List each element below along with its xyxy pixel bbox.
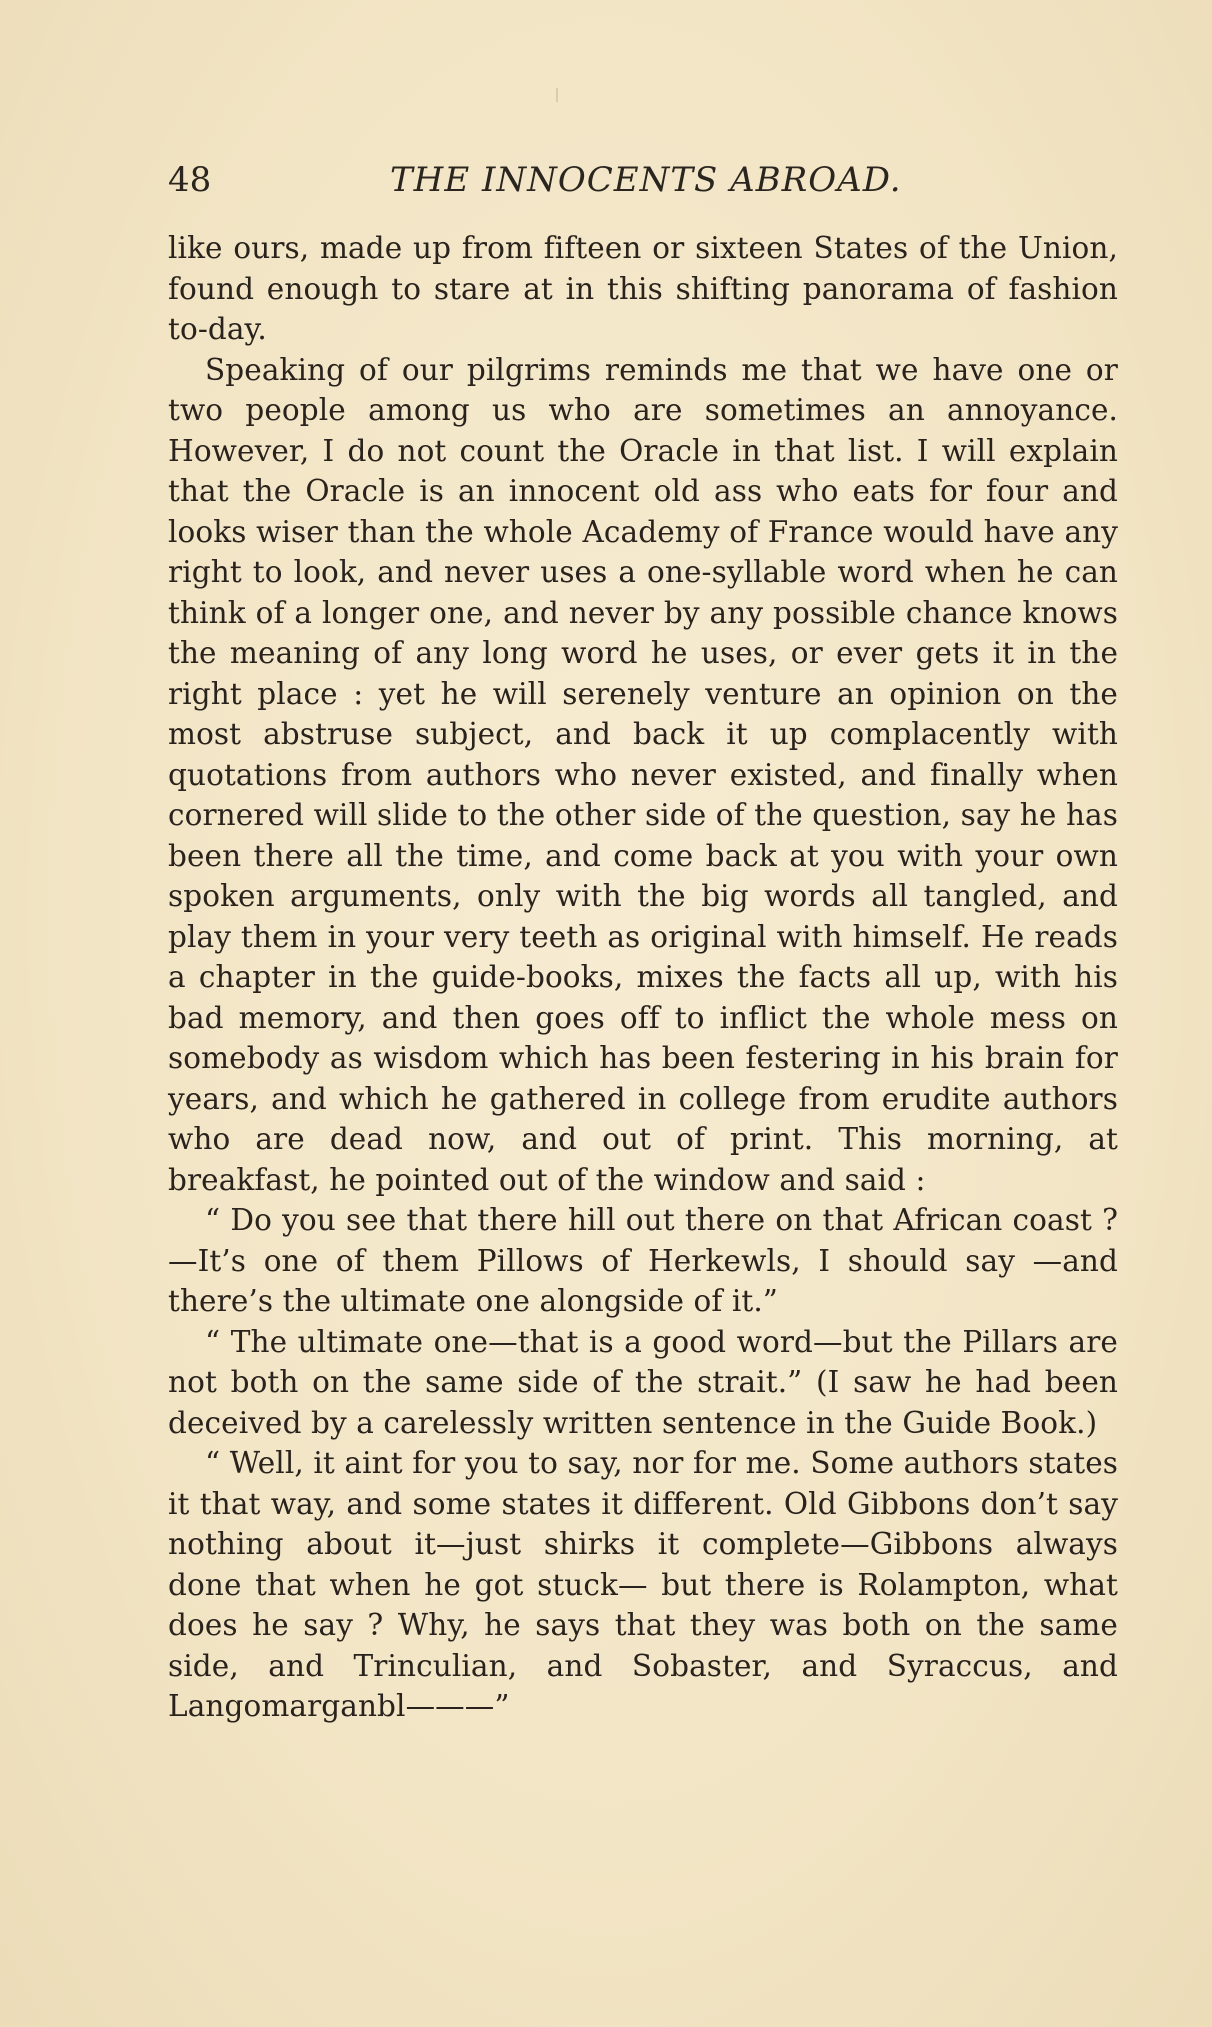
paragraph-3: “ Do you see that there hill out there on that African coast ?—It’s one of them Pillows of Herkewls, I should say —and there’s the ultimate one alongside of it.” [168, 1203, 1118, 1318]
running-title: THE INNOCENTS ABROAD. [390, 160, 902, 200]
body-text [168, 228, 1118, 1727]
page-number: 48 [168, 160, 212, 200]
page-header [168, 160, 1118, 204]
scan-mark [556, 88, 558, 102]
paragraph-4: “ The ultimate one—that is a good word—but the Pillars are not both on the same side of the strait.” (I saw he had been deceived by a carelessly written sentence in the Guide Book.) [168, 1324, 1118, 1440]
paragraph-2: Speaking of our pilgrims reminds me that we have one or two people among us who are sometimes an annoyance. However, I do not count the Oracle in that list. I will explain that the Oracle is an innocent old ass who eats for four and looks wiser than the whole Academy of France would have any right to look, and never uses a one-syllable word when he can think of a longer one, and never by any possible chance knows the meaning of any long word he uses, or ever gets it in the right place : yet he will serenely venture an opinion on the most abstruse subject, and back it up complacently with quotations from authors who never existed, and finally when cornered will slide to the other side of the question, say he has been there all the time, and come back at you with your own spoken arguments, only with the big words all tangled, and play them in your very teeth as original with himself. He reads a chapter in the guide-books, mixes the facts all up, with his bad memory, and then goes off to inflict the whole mess on somebody as wisdom which has been festering in his brain for years, and which he gathered in college from erudite authors who are dead now, and out of print. This morning, at breakfast, he pointed out of the window and said : [168, 352, 1118, 1197]
paragraph-1: like ours, made up from fifteen or sixteen States of the Union, found enough to stare at in this shifting panorama of fashion to-day. [168, 231, 1118, 346]
paragraph-5: “ Well, it aint for you to say, nor for me. Some authors states it that way, and some states it different. Old Gibbons don’t say nothing about it—just shirks it complete—Gibbons always done that when he got stuck— but there is Rolampton, what does he say ? Why, he says that they was both on the same side, and Trinculian, and Sobaster, and Syraccus, and Langomarganbl———” [168, 1446, 1118, 1723]
